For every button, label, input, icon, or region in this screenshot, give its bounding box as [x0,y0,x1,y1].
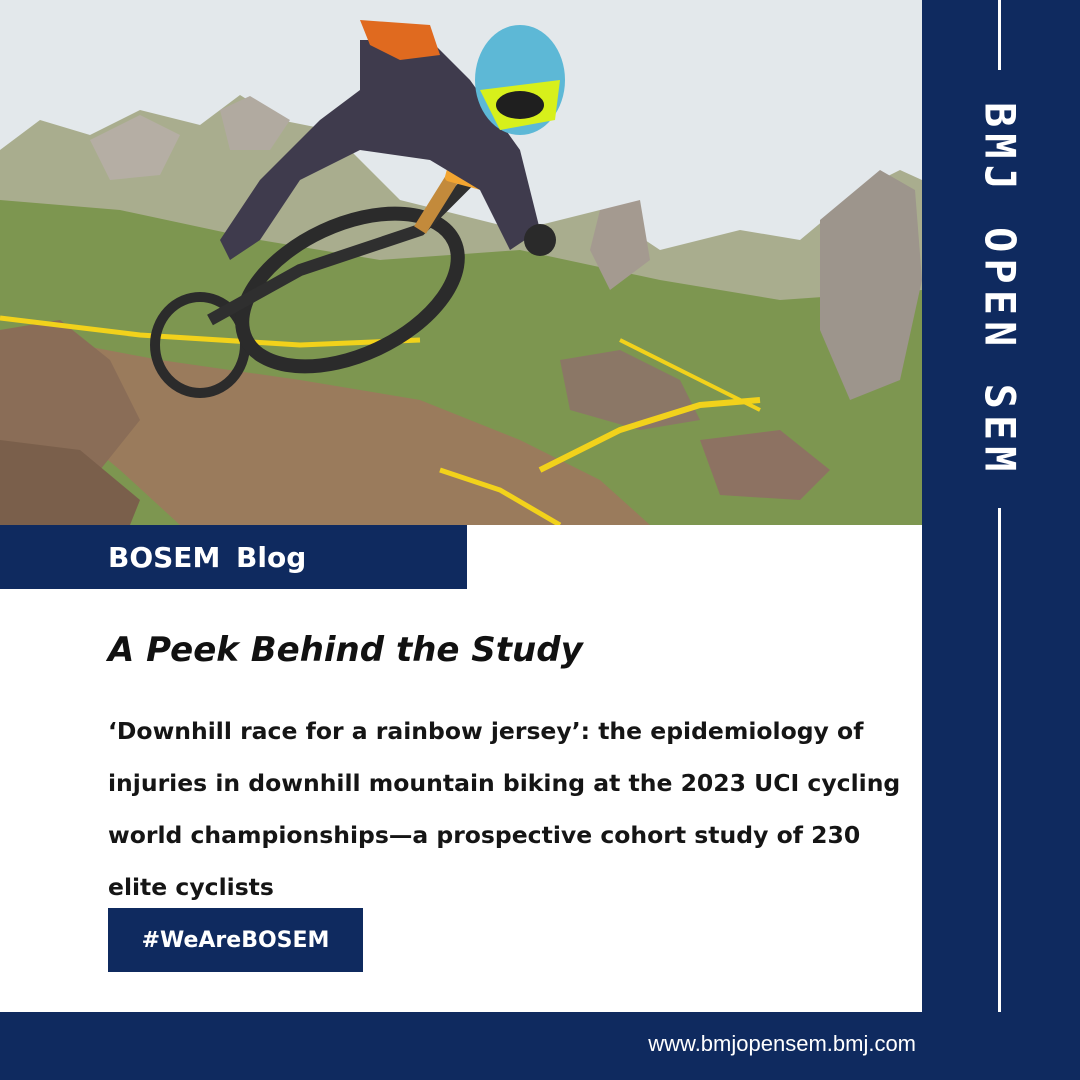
side-divider-bottom [998,508,1001,1080]
blog-tag-bar [0,525,467,589]
side-divider-top [998,0,1001,70]
hashtag-badge [108,908,363,972]
footer-band [0,1012,1080,1080]
journal-title-vertical [960,80,1040,500]
post-heading: A Peek Behind the Study [108,630,583,670]
blog-label: BOSEM Blog [108,540,307,574]
hero-photo [0,0,922,525]
footer-url[interactable]: www.bmjopensem.bmj.com [648,1031,916,1056]
hashtag-label: #WeAreBOSEM [141,927,330,953]
journal-title-text: BMJ OPEN SEM [975,102,1025,478]
downhill-biker-illustration [0,0,922,525]
study-title: ‘Downhill race for a rainbow jersey’: the epidemiology of injuries in downhill mountain biking at the 2023 UCI cycling world championships—a prospective cohort study of 230 elite cyclists [108,717,901,901]
